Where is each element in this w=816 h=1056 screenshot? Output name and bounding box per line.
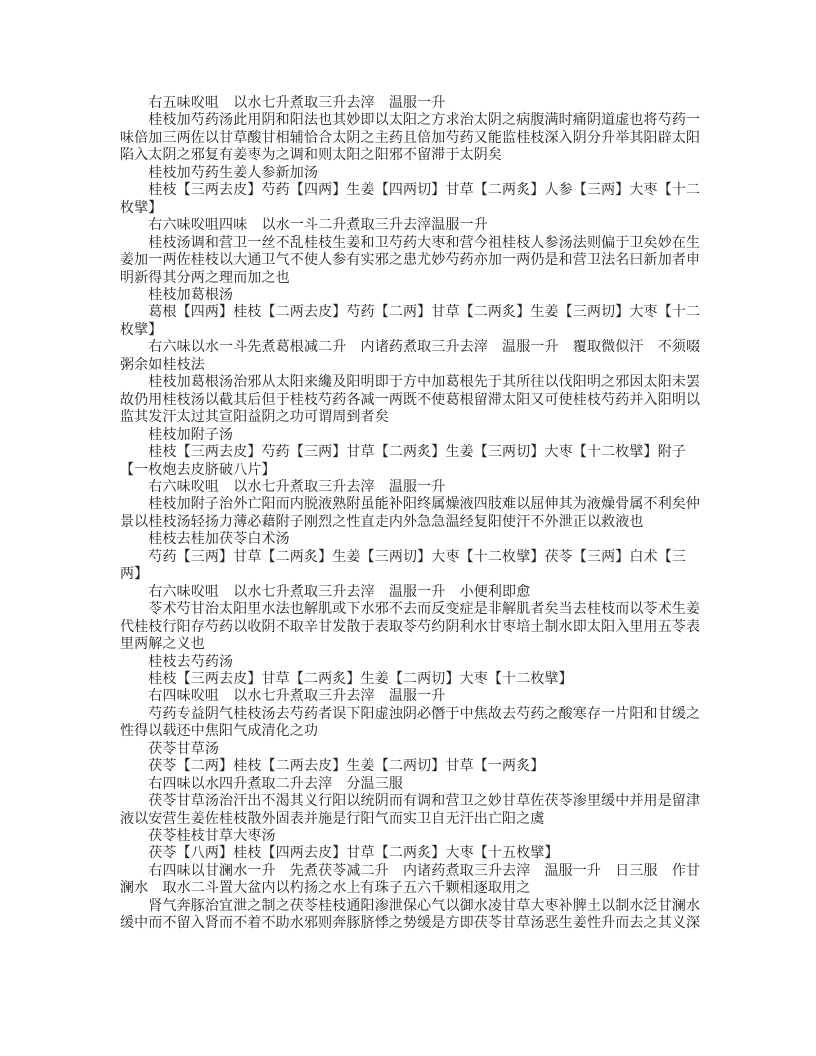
paragraph: 桂枝加附子汤	[148, 426, 234, 443]
paragraph: 桂枝去芍药汤	[148, 653, 234, 670]
paragraph: 茯苓甘草汤治汗出不渴其义行阳以统阴而有调和营卫之妙甘草佐茯苓渗里缓中并用是留津液以安营生姜佐桂枝散外固表并施是行阳气而实卫自无汗出亡阳之虞	[120, 793, 701, 827]
paragraph: 桂枝加芍药汤此用阴和阳法也其妙即以太阳之方求治太阴之病腹满时痛阴道虚也将芍药一味倍加三两佐以甘草酸甘相辅恰合太阴之主药且倍加芍药又能监桂枝深入阴分升举其阳辟太阳陷入太阴之邪复有姜枣为之调和则太阳之阳邪不留滞于太阴矣	[120, 112, 701, 164]
paragraph: 桂枝加芍药生姜人参新加汤	[148, 164, 319, 181]
paragraph: 右六味㕮咀四味 以水一斗二升煮取三升去滓温服一升	[148, 217, 488, 234]
paragraph: 桂枝【三两去皮】甘草【二两炙】生姜【二两切】大枣【十二枚擘】	[148, 670, 573, 687]
paragraph: 桂枝【三两去皮】芍药【三两】甘草【二两炙】生姜【三两切】大枣【十二枚擘】附子【一枚炮去皮脐破八片】	[120, 444, 686, 478]
paragraph: 茯苓【八两】桂枝【四两去皮】甘草【二两炙】大枣【十五枚擘】	[148, 845, 559, 862]
paragraph: 桂枝加葛根汤治邪从太阳来纔及阳明即于方中加葛根先于其所往以伐阳明之邪因太阳未罢故仍用桂枝汤以截其后但于桂枝芍药各减一两既不使葛根留滞太阳又可使桂枝芍药并入阳明以监其发汗太过其宣阳益阴之功可谓周到者矣	[120, 374, 701, 426]
paragraph: 桂枝【三两去皮】芍药【四两】生姜【四两切】甘草【二两炙】人参【三两】大枣【十二枚擘】	[120, 182, 701, 216]
paragraph: 右六味㕮咀 以水七升煮取三升去滓 温服一升 小便利即愈	[148, 583, 531, 600]
paragraph: 茯苓甘草汤	[148, 740, 220, 757]
paragraph: 右四味以水四升煮取二升去滓 分温三服	[148, 775, 403, 792]
paragraph: 茯苓桂枝甘草大枣汤	[148, 828, 276, 845]
paragraph: 右六味㕮咀 以水七升煮取三升去滓 温服一升	[148, 478, 446, 495]
paragraph: 桂枝汤调和营卫一丝不乱桂枝生姜和卫芍药大枣和营今祖桂枝人参汤法则偏于卫矣妙在生姜加一两佐桂枝以大通卫气不使人参有实邪之患尤妙芍药亦加一两仍是和营卫法名曰新加者申明新得其分两之理而加之也	[120, 234, 701, 286]
paragraph: 右四味㕮咀 以水七升煮取三升去滓 温服一升	[148, 688, 446, 705]
paragraph: 芍药【三两】甘草【二两炙】生姜【三两切】大枣【十二枚擘】茯苓【三两】白术【三两】	[120, 548, 686, 583]
paragraph: 茯苓【二两】桂枝【二两去皮】生姜【二两切】甘草【一两炙】	[148, 758, 545, 775]
paragraph: 肾气奔豚治宜泄之制之茯苓桂枝通阳渗泄保心气以御水凌甘草大枣补脾土以制水泛甘澜水缓中而不留入肾而不着不助水邪则奔豚脐悸之势缓是方即茯苓甘草汤恶生姜性升而去之其义深	[120, 897, 701, 932]
paragraph: 右四味以甘澜水一升 先煮茯苓减二升 内诸药煮取三升去滓 温服一升 日三服 作甘澜水 取水二斗置大盆内以杓扬之水上有珠子五六千颗相逐取用之	[120, 862, 701, 897]
document-page	[120, 95, 702, 933]
paragraph: 葛根【四两】桂枝【二两去皮】芍药【二两】甘草【二两炙】生姜【三两切】大枣【十二枚擘】	[120, 304, 701, 338]
paragraph: 右五味㕮咀 以水七升煮取三升去滓 温服一升	[148, 95, 446, 111]
paragraph: 桂枝去桂加茯苓白术汤	[148, 531, 290, 548]
paragraph: 右六味以水一斗先煮葛根减二升 内诸药煮取三升去滓 温服一升 覆取微似汗 不须啜粥余如桂枝法	[120, 339, 701, 373]
paragraph: 桂枝加葛根汤	[148, 286, 234, 303]
paragraph: 芍药专益阴气桂枝汤去芍药者误下阳虚浊阴必僭于中焦故去芍药之酸寒存一片阳和甘缓之性得以载还中焦阳气成清化之功	[120, 705, 701, 740]
paragraph: 苓术芍甘治太阳里水法也解肌或下水邪不去而反变症是非解肌者矣当去桂枝而以苓术生姜代桂枝行阳存芍药以收阴不取辛甘发散于表取苓芍约阴利水甘枣培土制水即太阳入里用五苓表里两解之义也	[120, 601, 701, 653]
paragraph: 桂枝加附子治外亡阳而内脱液熟附虽能补阳终属燥液四肢难以屈伸其为液燥骨属不利矣仲景以桂枝汤轻扬力薄必藉附子刚烈之性直走内外急急温经复阳使汗不外泄正以救液也	[120, 496, 701, 530]
